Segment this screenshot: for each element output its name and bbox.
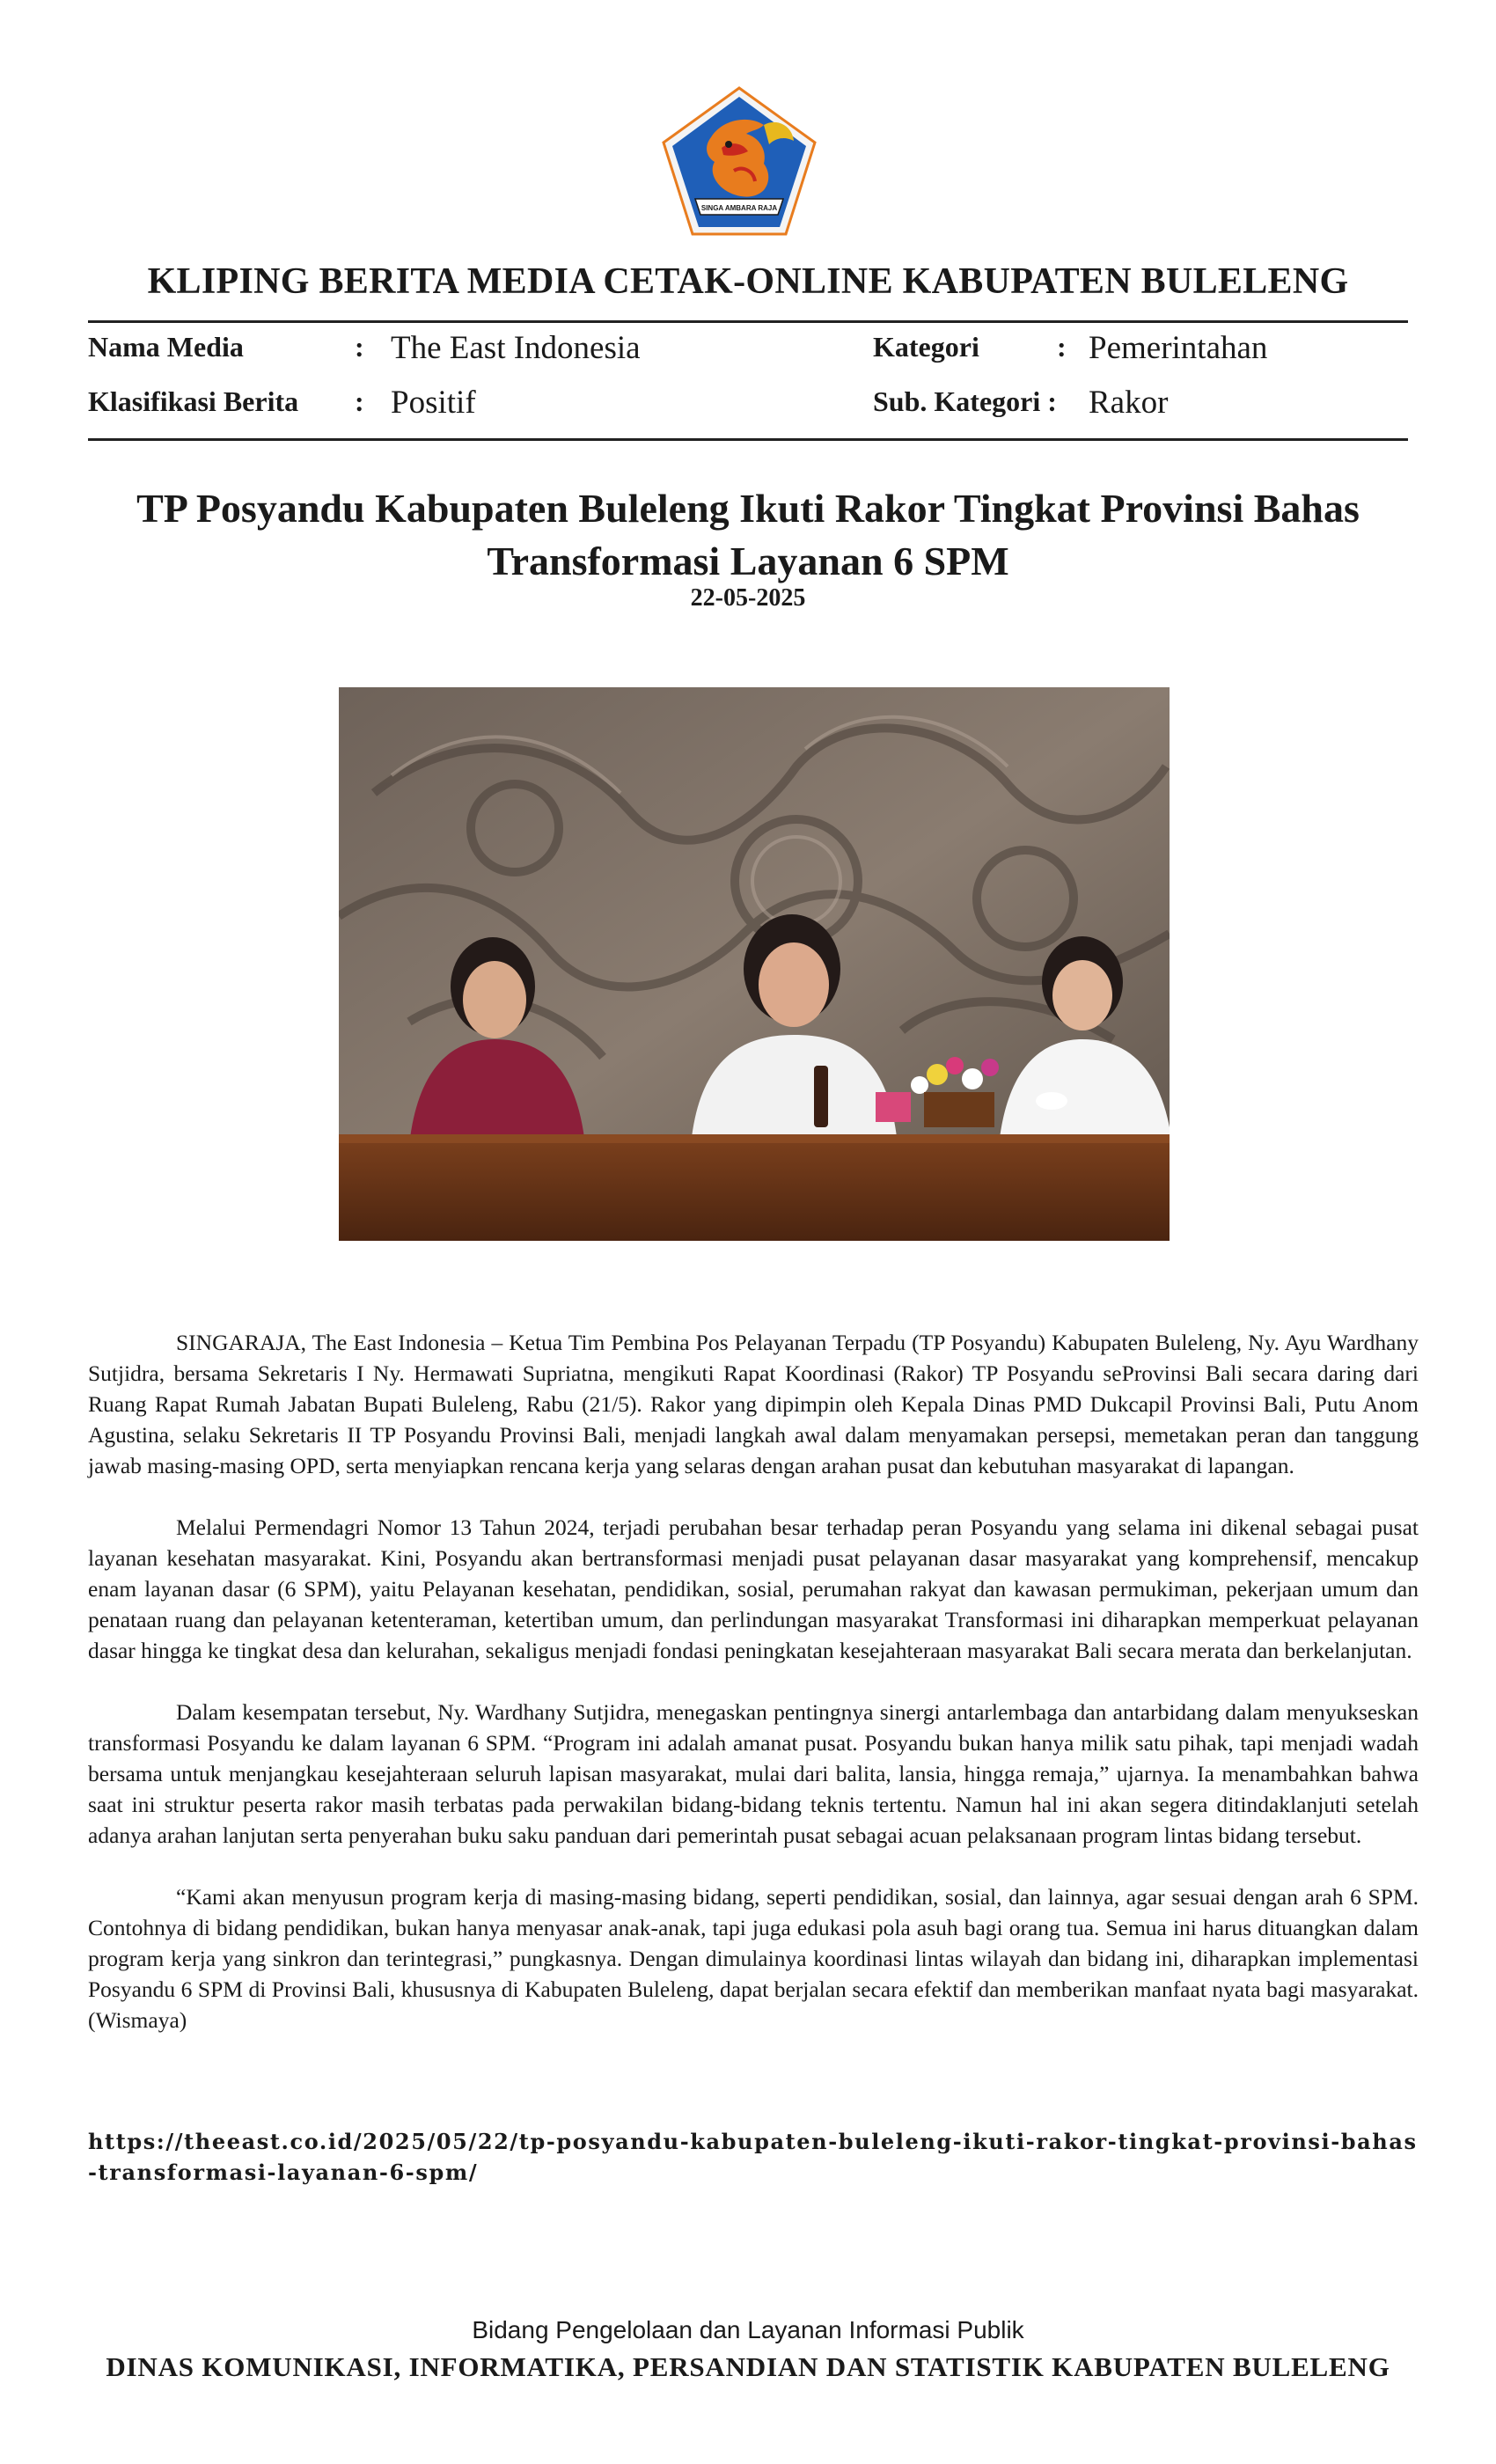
subcategory-value: Rakor [1089,385,1169,421]
header-bottom-rule [88,438,1408,441]
article-headline: TP Posyandu Kabupaten Buleleng Ikuti Rakor Tingkat Provinsi Bahas Transformasi Layanan 6 SPM [136,486,1360,583]
coffee-cup [1036,1092,1067,1110]
clipping-org-title: KLIPING BERITA MEDIA CETAK-ONLINE KABUPATEN BULELENG [147,261,1349,302]
news-classification-colon: : [355,385,364,417]
buleleng-regency-logo [660,86,818,238]
thermos-bottle [814,1066,828,1127]
media-name-value: The East Indonesia [391,330,641,366]
motto-ribbon [695,199,783,215]
footer-agency-name: DINAS KOMUNIKASI, INFORMATIKA, PERSANDIAN DAN STATISTIK KABUPATEN BULELENG [106,2351,1390,2382]
article-paragraph: Dalam kesempatan tersebut, Ny. Wardhany Sutjidra, menegaskan pentingnya sinergi antarlembaga dan antarbidang dalam menyukseskan transformasi Posyandu ke dalam layanan 6 SPM. “Program ini adalah amanat pusat. Posyandu bukan hanya milik satu pihak, tapi menjadi wadah bersama untuk menjangkau kesejahteraan seluruh lapisan masyarakat, mulai dari balita, lansia, hingga remaja,” ujarnya. Ia menambahkan bahwa saat ini struktur peserta rakor masih terbatas pada perwakilan bidang-bidang teknis tertentu. Namun hal ini akan segera ditindaklanjuti setelah adanya arahan lanjutan serta penyerahan buku saku panduan dari pemerintah pusat sebagai acuan pelaksanaan program lintas bidang tersebut. [88,1699,1419,1848]
article-paragraph: “Kami akan menyusun program kerja di masing-masing bidang, seperti pendidikan, sosial, dan lainnya, agar sesuai dengan arah 6 SPM. Contohnya di bidang pendidikan, bukan hanya menyasar anak-anak, tapi juga edukasi pola asuh bagi orang tua. Semua ini harus dituangkan dalam program kerja yang sinkron dan terintegrasi,” pungkasnya. Dengan dimulainya koordinasi lintas wilayah dan bidang ini, diharapkan implementasi Posyandu 6 SPM di Provinsi Bali, khususnya di Kabupaten Buleleng, dapat berjalan secara efektif dan memberikan manfaat nyata bagi masyarakat.(Wismaya) [88,1884,1419,2033]
article-date: 22-05-2025 [690,584,806,612]
tissue-box [876,1092,911,1122]
article-photo [339,687,1170,1241]
article-body [88,1327,1419,2066]
subcategory-label: Sub. Kategori : [873,385,1057,417]
media-name-colon: : [355,331,364,363]
news-classification-value: Positif [391,385,476,421]
media-name-label: Nama Media [88,331,244,363]
article-paragraph: Melalui Permendagri Nomor 13 Tahun 2024, terjadi perubahan besar terhadap peran Posyandu yang selama ini dikenal sebagai pusat layanan kesehatan masyarakat. Kini, Posyandu akan bertransformasi menjadi pusat pelayanan dasar masyarakat yang komprehensif, mencakup enam layanan dasar (6 SPM), yaitu Pelayanan kesehatan, pendidikan, sosial, perumahan rakyat dan kawasan permukiman, pekerjaan umum dan penataan ruang dan pelayanan ketenteraman, ketertiban umum, dan perlindungan masyarakat Transformasi ini diharapkan memperkuat pelayanan dasar hingga ke tingkat desa dan kelurahan, sekaligus menjadi fondasi peningkatan kesejahteraan masyarakat Bali secara merata dan berkelanjutan. [88,1514,1419,1663]
meeting-table [339,1140,1170,1241]
source-url-link[interactable]: https://theeast.co.id/2025/05/22/tp-posyandu-kabupaten-buleleng-ikuti-rakor-tingkat-provinsi-bahas-transformasi-layanan-6-spm/ [88,2129,1418,2185]
category-label: Kategori [873,331,979,363]
category-value: Pemerintahan [1089,330,1268,366]
header-top-rule [88,320,1408,323]
svg-text:SINGA AMBARA RAJA: SINGA AMBARA RAJA [700,204,778,212]
news-classification-label: Klasifikasi Berita [88,385,299,417]
footer-unit-name: Bidang Pengelolaan dan Layanan Informasi Publik [472,2316,1024,2343]
category-colon: : [1057,331,1067,363]
article-paragraph: SINGARAJA, The East Indonesia – Ketua Tim Pembina Pos Pelayanan Terpadu (TP Posyandu) Kabupaten Buleleng, Ny. Ayu Wardhany Sutjidra, bersama Sekretaris I Ny. Hermawati Supriatna, mengikuti Rapat Koordinasi (Rakor) TP Posyandu seProvinsi Bali secara daring dari Ruang Rapat Rumah Jabatan Bupati Buleleng, Rabu (21/5). Rakor yang dipimpin oleh Kepala Dinas PMD Dukcapil Provinsi Bali, Putu Anom Agustina, selaku Sekretaris II TP Posyandu Provinsi Bali, menjadi langkah awal dalam menyamakan persepsi, memetakan peran dan tanggung jawab masing-masing OPD, serta menyiapkan rencana kerja yang selaras dengan arahan pusat dan kebutuhan masyarakat di lapangan. [88,1330,1419,1478]
